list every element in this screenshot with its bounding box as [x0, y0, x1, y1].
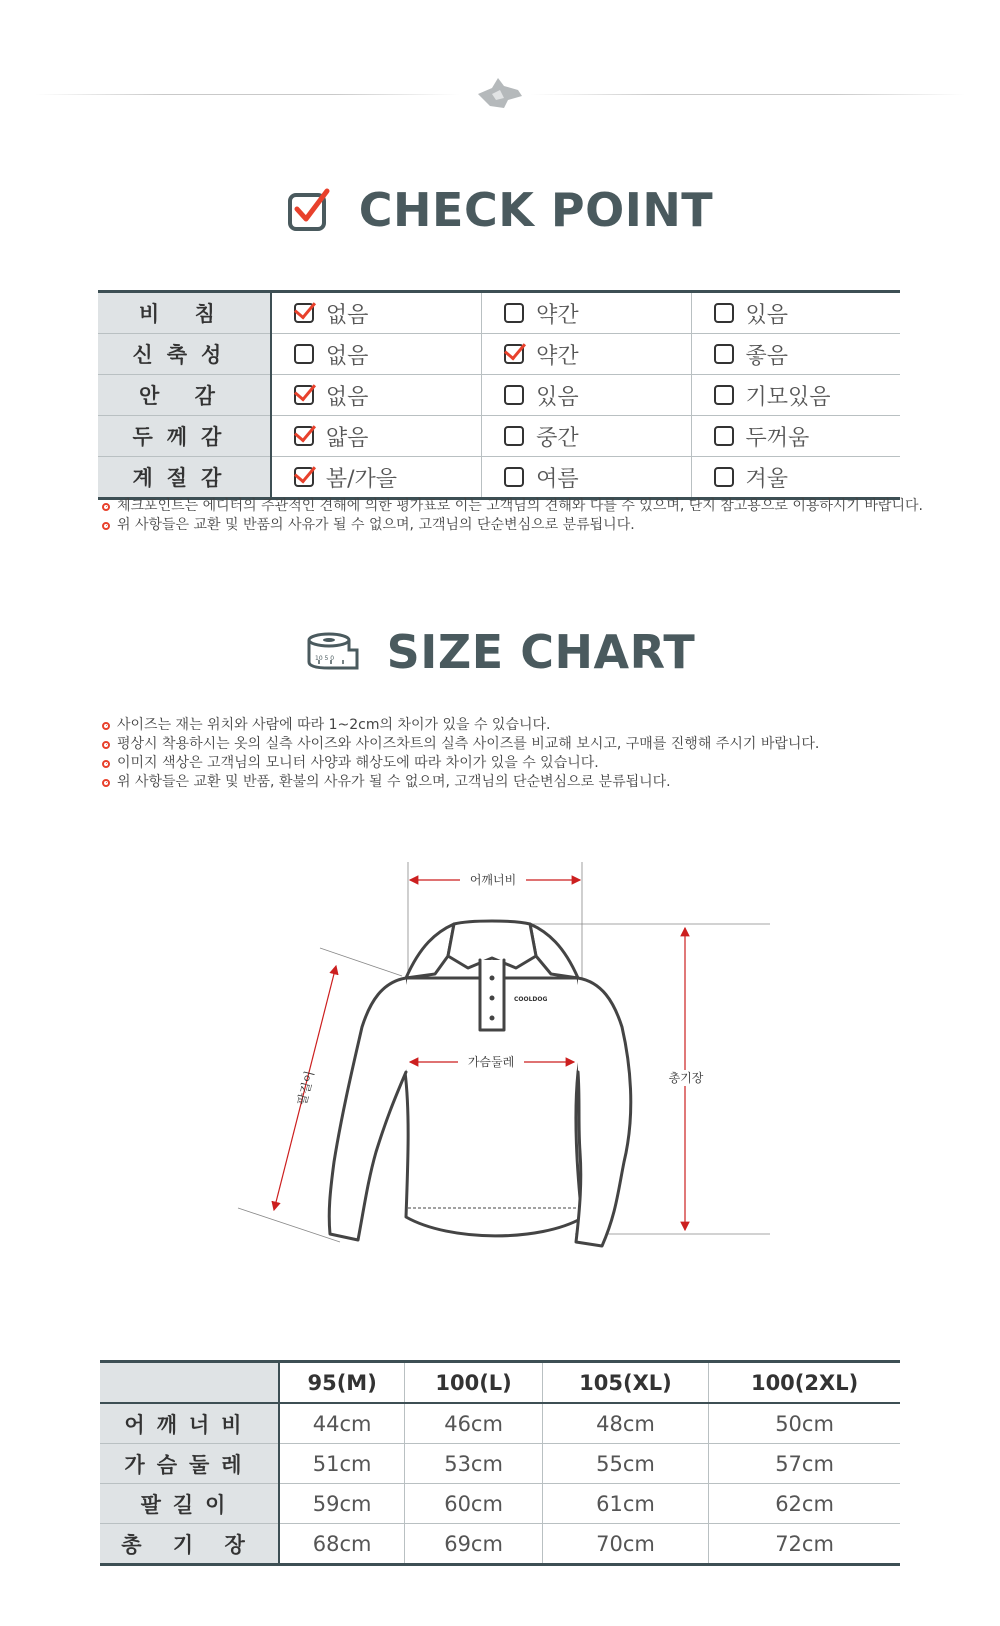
check-option	[482, 375, 691, 416]
check-point-table	[98, 290, 900, 500]
shoulder-width-label: 어깨너비	[469, 873, 517, 887]
check-option	[691, 416, 900, 457]
size-row	[100, 1484, 900, 1524]
size-value: 44cm	[279, 1403, 405, 1444]
size-value: 50cm	[709, 1403, 900, 1444]
check-point-row	[98, 334, 900, 375]
check-point-label: 두께감	[98, 416, 271, 457]
chest-width-label: 가슴둘레	[467, 1055, 515, 1069]
bullet-icon	[102, 779, 110, 787]
size-row-label: 가슴둘레	[100, 1444, 279, 1484]
divider-emblem-icon	[474, 76, 526, 112]
check-option-label: 약간	[536, 302, 579, 328]
size-row-label: 총 기 장	[100, 1524, 279, 1565]
note-item: 평상시 착용하시는 옷의 실측 사이즈와 사이즈차트의 실측 사이즈를 비교해 보시고, 구매를 진행해 주시기 바랍니다.	[102, 735, 819, 754]
size-header: 100(L)	[405, 1362, 543, 1404]
check-option-label: 겨울	[745, 466, 789, 492]
svg-text:10 5 0: 10 5 0	[314, 655, 334, 662]
size-value: 70cm	[542, 1524, 708, 1565]
check-point-row	[98, 292, 900, 334]
size-value: 62cm	[709, 1484, 900, 1524]
size-row	[100, 1444, 900, 1484]
check-option-label: 있음	[745, 302, 789, 328]
check-option-label: 두꺼움	[745, 425, 810, 451]
check-option-label: 없음	[325, 384, 369, 410]
bullet-icon	[102, 760, 110, 768]
unchecked-box-icon	[714, 426, 734, 446]
unchecked-box-icon	[714, 344, 734, 364]
unchecked-box-icon	[504, 303, 524, 323]
size-chart-heading	[0, 625, 1000, 679]
checkbox-icon	[287, 187, 333, 233]
check-option	[482, 457, 691, 499]
check-point-label: 비 침	[98, 292, 271, 334]
top-divider-right	[530, 94, 965, 95]
checked-box-icon	[504, 344, 524, 364]
check-point-label: 계절감	[98, 457, 271, 499]
check-option-label: 봄/가을	[325, 466, 398, 492]
size-value: 55cm	[542, 1444, 708, 1484]
check-point-row	[98, 375, 900, 416]
unchecked-box-icon	[294, 344, 314, 364]
unchecked-box-icon	[504, 385, 524, 405]
check-option-label: 좋음	[745, 343, 789, 369]
check-option	[691, 457, 900, 499]
size-header: 95(M)	[279, 1362, 405, 1404]
unchecked-box-icon	[714, 303, 734, 323]
check-option	[271, 375, 482, 416]
unchecked-box-icon	[714, 385, 734, 405]
check-option	[482, 292, 691, 334]
check-option	[482, 334, 691, 375]
size-value: 60cm	[405, 1484, 543, 1524]
check-point-label: 신축성	[98, 334, 271, 375]
size-value: 72cm	[775, 1531, 834, 1556]
check-option	[271, 457, 482, 499]
size-value: 59cm	[279, 1484, 405, 1524]
check-point-heading	[0, 183, 1000, 237]
check-option-label: 없음	[325, 302, 369, 328]
check-option-label: 기모있음	[745, 384, 831, 410]
size-row	[100, 1403, 900, 1444]
size-row-label: 팔길이	[100, 1484, 279, 1524]
check-option-label: 있음	[536, 384, 579, 410]
size-value: 69cm	[405, 1524, 543, 1565]
unchecked-box-icon	[714, 467, 734, 487]
checked-box-icon	[294, 467, 314, 487]
size-value: 51cm	[279, 1444, 405, 1484]
size-value: 46cm	[405, 1403, 543, 1444]
check-option	[691, 375, 900, 416]
check-option	[691, 334, 900, 375]
size-value: 61cm	[542, 1484, 708, 1524]
note-item: 체크포인트는 에디터의 주관적인 견해에 의한 평가표로 이는 고객님의 견해와 다를 수 있으며, 단지 참고용으로 이용하시기 바랍니다.	[102, 497, 923, 516]
check-option-label: 여름	[536, 466, 579, 492]
size-chart-title: SIZE CHART	[386, 625, 696, 679]
check-option	[271, 416, 482, 457]
check-point-label: 안 감	[98, 375, 271, 416]
check-option-label: 약간	[536, 343, 579, 369]
bullet-icon	[102, 722, 110, 730]
note-item: 사이즈는 재는 위치와 사람에 따라 1~2cm의 차이가 있을 수 있습니다.	[102, 716, 819, 735]
size-header: 105(XL)	[542, 1362, 708, 1404]
shirt-logo: COOLDOG	[514, 996, 548, 1003]
size-chart-notes	[102, 716, 819, 792]
note-item: 위 사항들은 교환 및 반품, 환불의 사유가 될 수 없으며, 고객님의 단순변심으로 분류됩니다.	[102, 773, 819, 792]
check-option	[271, 292, 482, 334]
size-value: 53cm	[405, 1444, 543, 1484]
note-item: 이미지 색상은 고객님의 모니터 사양과 해상도에 따라 차이가 있을 수 있습니다.	[102, 754, 819, 773]
bullet-icon	[102, 741, 110, 749]
tape-measure-icon	[305, 630, 361, 674]
checked-box-icon	[294, 426, 314, 446]
size-header: 100(2XL)	[709, 1362, 900, 1404]
size-value: 57cm	[709, 1444, 900, 1484]
size-row-label: 어깨너비	[100, 1403, 279, 1444]
check-point-row	[98, 457, 900, 499]
check-point-notes	[102, 497, 923, 535]
checked-box-icon	[294, 385, 314, 405]
size-table	[100, 1360, 900, 1566]
check-point-row	[98, 416, 900, 457]
check-option	[691, 292, 900, 334]
check-point-title: CHECK POINT	[358, 183, 714, 237]
total-length-label: 총기장	[668, 1071, 704, 1085]
note-item: 위 사항들은 교환 및 반품의 사유가 될 수 없으며, 고객님의 단순변심으로 분류됩니다.	[102, 516, 923, 535]
check-option-label: 중간	[536, 425, 579, 451]
checked-box-icon	[294, 303, 314, 323]
size-value: 48cm	[542, 1403, 708, 1444]
sleeve-length-label: 팔길이	[295, 1069, 317, 1107]
bullet-icon	[102, 522, 110, 530]
check-option	[271, 334, 482, 375]
top-divider-left	[35, 94, 460, 95]
check-option-label: 없음	[325, 343, 369, 369]
unchecked-box-icon	[504, 467, 524, 487]
check-option-label: 얇음	[325, 425, 369, 451]
unchecked-box-icon	[504, 426, 524, 446]
bullet-icon	[102, 503, 110, 511]
size-table-corner	[100, 1362, 279, 1404]
check-option	[482, 416, 691, 457]
shirt-measurement-diagram	[230, 862, 790, 1322]
size-value: 68cm	[279, 1524, 405, 1565]
size-row	[100, 1524, 900, 1565]
